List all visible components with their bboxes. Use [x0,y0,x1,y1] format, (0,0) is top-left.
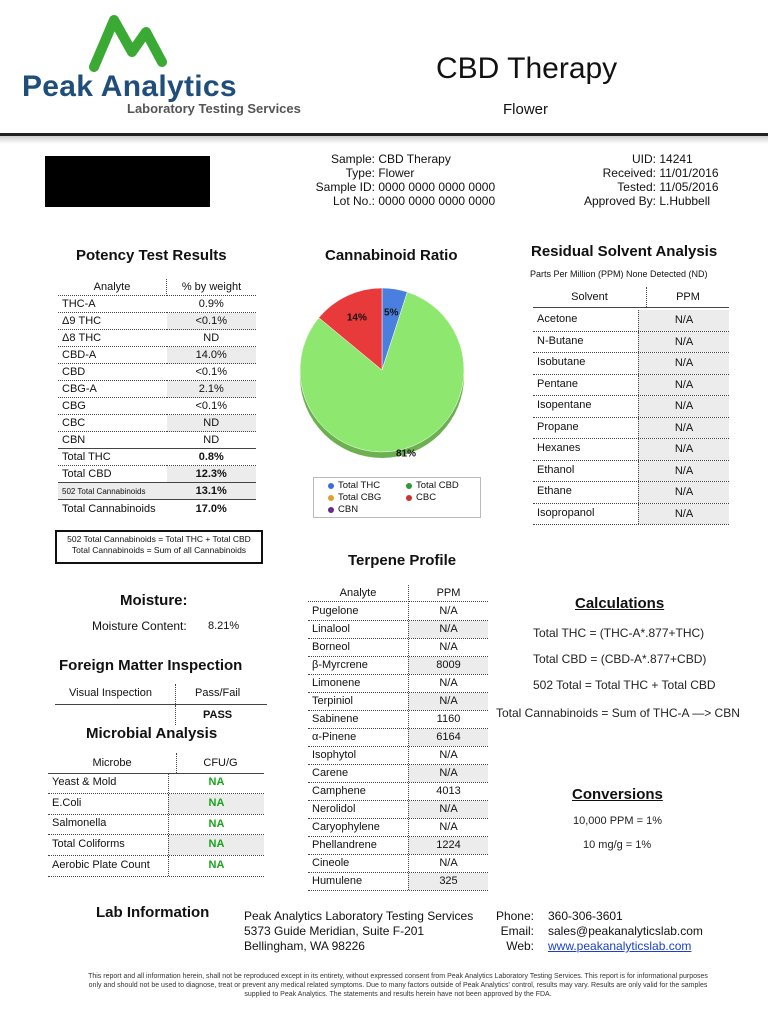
solvents-subtitle: Parts Per Million (PPM) None Detected (ND) [530,269,708,279]
lab-email[interactable]: sales@peakanalyticslab.com [548,924,703,938]
terpene-row-label: β-Myrcrene [312,658,368,671]
microbe-row-label: Aerobic Plate Count [52,859,150,872]
terpene-row [308,729,488,747]
legend-dot [406,495,412,501]
product-type: Flower [503,101,549,118]
solvents-table: Solvent PPM [533,287,729,308]
terpene-row-value: 4013 [408,783,488,800]
solvent-row [533,418,729,440]
solvent-row [533,375,729,397]
microbial-header: Microbe CFU/G [48,753,264,774]
pie-label: 5% [384,307,399,319]
lab-address: Peak Analytics Laboratory Testing Services 5373 Guide Meridian, Suite F-201 Bellingham, WA 98226 [244,909,474,953]
solvent-row [533,439,729,461]
solvent-row [533,332,729,354]
microbe-row-label: Yeast & Mold [52,775,117,788]
terpene-row-label: Borneol [312,640,350,653]
terpene-row-label: Carene [312,766,349,779]
pie-label: 81% [396,448,417,460]
solvent-row-label: Isopropanol [537,506,595,519]
terpene-row-value: N/A [408,765,488,782]
terpene-row-value: N/A [408,855,488,872]
terpene-row-label: Terpiniol [312,694,353,707]
cannabinoid-note: 502 Total Cannabinoids = Total THC + Total CBD Total Cannabinoids = Sum of all Cannabinoids [55,530,263,564]
redacted-block [45,156,210,207]
solvent-row-label: N-Butane [537,334,584,347]
product-title: CBD Therapy [436,52,618,85]
solvent-row-value: N/A [638,439,729,460]
conversion-ppm: 10,000 PPM = 1% [573,815,662,827]
solvent-row-label: Isobutane [537,356,586,369]
terpene-row-value: 325 [408,873,488,890]
terpene-row-label: Caryophylene [312,820,380,833]
terpene-row-value: N/A [408,621,488,638]
microbe-row-value: NA [168,856,264,876]
company-name: Peak Analytics [22,70,237,103]
calculations-title: Calculations [575,595,665,612]
lab-website-link[interactable]: www.peakanalyticslab.com [548,939,692,953]
terpene-row [308,675,488,693]
terpene-row-value: 8009 [408,657,488,674]
terpene-row-label: Nerolidol [312,802,356,815]
solvent-row-value: N/A [638,418,729,439]
solvent-row-label: Isopentane [537,399,592,412]
terpene-row-value: 1160 [408,711,488,728]
solvent-row-value: N/A [638,332,729,353]
terpene-row [308,711,488,729]
terpene-row [308,621,488,639]
terpene-row [308,855,488,873]
conversion-mgg: 10 mg/g = 1% [583,839,652,851]
terpene-row-value: 1224 [408,837,488,854]
solvent-row [533,396,729,418]
legend-total-cbg: Total CBG [328,492,381,503]
foreign-header: Visual Inspection Pass/Fail [55,684,267,705]
microbe-row [48,773,264,794]
terpene-row [308,837,488,855]
solvent-row-label: Pentane [537,377,578,390]
microbe-row [48,856,264,877]
microbe-row [48,815,264,836]
legend-dot [328,495,334,501]
terpene-row [308,801,488,819]
moisture-title: Moisture: [120,592,188,609]
solvent-row [533,310,729,332]
terpene-row-value: N/A [408,693,488,710]
terpene-row-value: N/A [408,747,488,764]
solvent-row-value: N/A [638,396,729,417]
terpene-row-label: α-Pinene [312,730,357,743]
legal-disclaimer: This report and all information herein, shall not be reproduced except in its entirety, without expressed consent from Peak Analytics Laboratory Testing Services. This report is for informational purposes only and should not be used to diagnose, treat or prevent any medical related symptoms. Due to many factors outside of Peak Analytics' control, results may vary. Results are only valid for the samples supplied to Peak Analytics. The statements and results herein have not been approved by the FDA. [88,973,708,998]
terpene-row-label: Humulene [312,874,363,887]
microbial-title: Microbial Analysis [86,725,218,742]
terpene-row-label: Phellandrene [312,838,377,851]
terpene-row-label: Isophytol [312,748,357,761]
legend-total-cbd: Total CBD [406,480,459,491]
foreign-title: Foreign Matter Inspection [59,657,243,674]
calc-total-thc: Total THC = (THC-A*.877+THC) [533,626,705,640]
terpene-row-label: Linalool [312,622,350,635]
calc-502-total: 502 Total = Total THC + Total CBD [533,678,716,692]
legend-dot [406,483,412,489]
microbe-row-label: Total Coliforms [52,838,125,851]
pie-label: 14% [346,312,367,324]
foreign-result: PASS [203,709,233,721]
terpene-row [308,783,488,801]
legend-total-thc: Total THC [328,480,380,491]
terpene-row-value: N/A [408,639,488,656]
solvent-row [533,504,729,526]
terpene-title: Terpene Profile [348,552,457,569]
lab-title: Lab Information [96,904,210,921]
terpene-row [308,657,488,675]
terpene-row [308,765,488,783]
conversions-title: Conversions [572,786,663,803]
terpene-row [308,693,488,711]
microbe-row [48,835,264,856]
terpene-row [308,603,488,621]
lab-contact-values [548,909,703,954]
legend-cbn: CBN [328,504,358,515]
terpene-row-value: N/A [408,801,488,818]
terpene-row-value: N/A [408,675,488,692]
calc-total-cannabinoids: Total Cannabinoids = Sum of THC-A —> CBN [496,706,740,720]
solvent-row-label: Hexanes [537,442,581,455]
microbe-row-value: NA [168,773,264,793]
solvent-row-value: N/A [638,353,729,374]
terpene-row-label: Pugelone [312,604,359,617]
legend-dot [328,507,334,513]
solvent-row-label: Ethane [537,485,572,498]
microbe-row-value: NA [168,794,264,814]
microbe-row-label: Salmonella [52,817,107,830]
terpene-row-label: Sabinene [312,712,359,725]
terpene-row-value: N/A [408,819,488,836]
microbe-row-value: NA [168,835,264,855]
solvent-row-label: Ethanol [537,463,575,476]
legend-dot [328,483,334,489]
terpene-row [308,639,488,657]
microbe-row [48,794,264,815]
moisture-value: 8.21% [208,620,240,632]
lab-phone: 360-306-3601 [548,909,623,923]
terpene-row-value: 6164 [408,729,488,746]
mountain-logo-icon [88,12,168,72]
sample-info-left: Sample: CBD Therapy Type: Flower Sample ID: 0000 0000 0000 0000 Lot No.: 0000 0000 0000 0000 [315,152,496,208]
terpene-row [308,873,488,891]
legend-cbc: CBC [406,492,436,503]
company-subtitle: Laboratory Testing Services [127,101,301,116]
moisture-label: Moisture Content: [92,619,187,633]
solvent-row [533,353,729,375]
solvent-row [533,461,729,483]
sample-info-right: UID: 14241 Received: 11/01/2016 Tested: 11/05/2016 Approved By: L.Hubbell [583,152,719,208]
potency-table: Analyte % by weight THC-A 0.9% Δ9 THC <0.1% Δ8 THC ND CBD-A 14.0% CBD <0.1% CBG-A 2.1% CBG <0.1% CBC ND CBN ND Total THC 0.8% Total CBD 12.3% 502 Total Cannabinoids 13.1% Total Cannabinoids 17.0% [58,279,256,518]
solvent-row-value: N/A [638,482,729,503]
lab-contact-labels: Phone: Email: Web: [495,909,534,953]
solvent-row-value: N/A [638,310,729,331]
terpene-row-label: Cineole [312,856,350,869]
microbe-row-value: NA [168,815,264,835]
solvent-row [533,482,729,504]
potency-title: Potency Test Results [76,247,227,264]
solvent-row-value: N/A [638,504,729,525]
solvents-title: Residual Solvent Analysis [531,243,718,260]
solvent-row-label: Acetone [537,313,578,326]
pie-legend [313,477,481,518]
terpene-row-label: Camphene [312,784,366,797]
microbe-row-label: E.Coli [52,796,82,809]
terpene-row-value: N/A [408,603,488,620]
terpene-row-label: Limonene [312,676,361,689]
terpene-header: Analyte PPM [308,585,488,602]
cannabinoid-pie-chart [296,282,472,472]
ratio-title: Cannabinoid Ratio [325,247,458,264]
solvent-row-label: Propane [537,420,579,433]
terpene-row [308,819,488,837]
solvent-row-value: N/A [638,461,729,482]
calc-total-cbd: Total CBD = (CBD-A*.877+CBD) [533,652,707,666]
solvent-row-value: N/A [638,375,729,396]
terpene-row [308,747,488,765]
